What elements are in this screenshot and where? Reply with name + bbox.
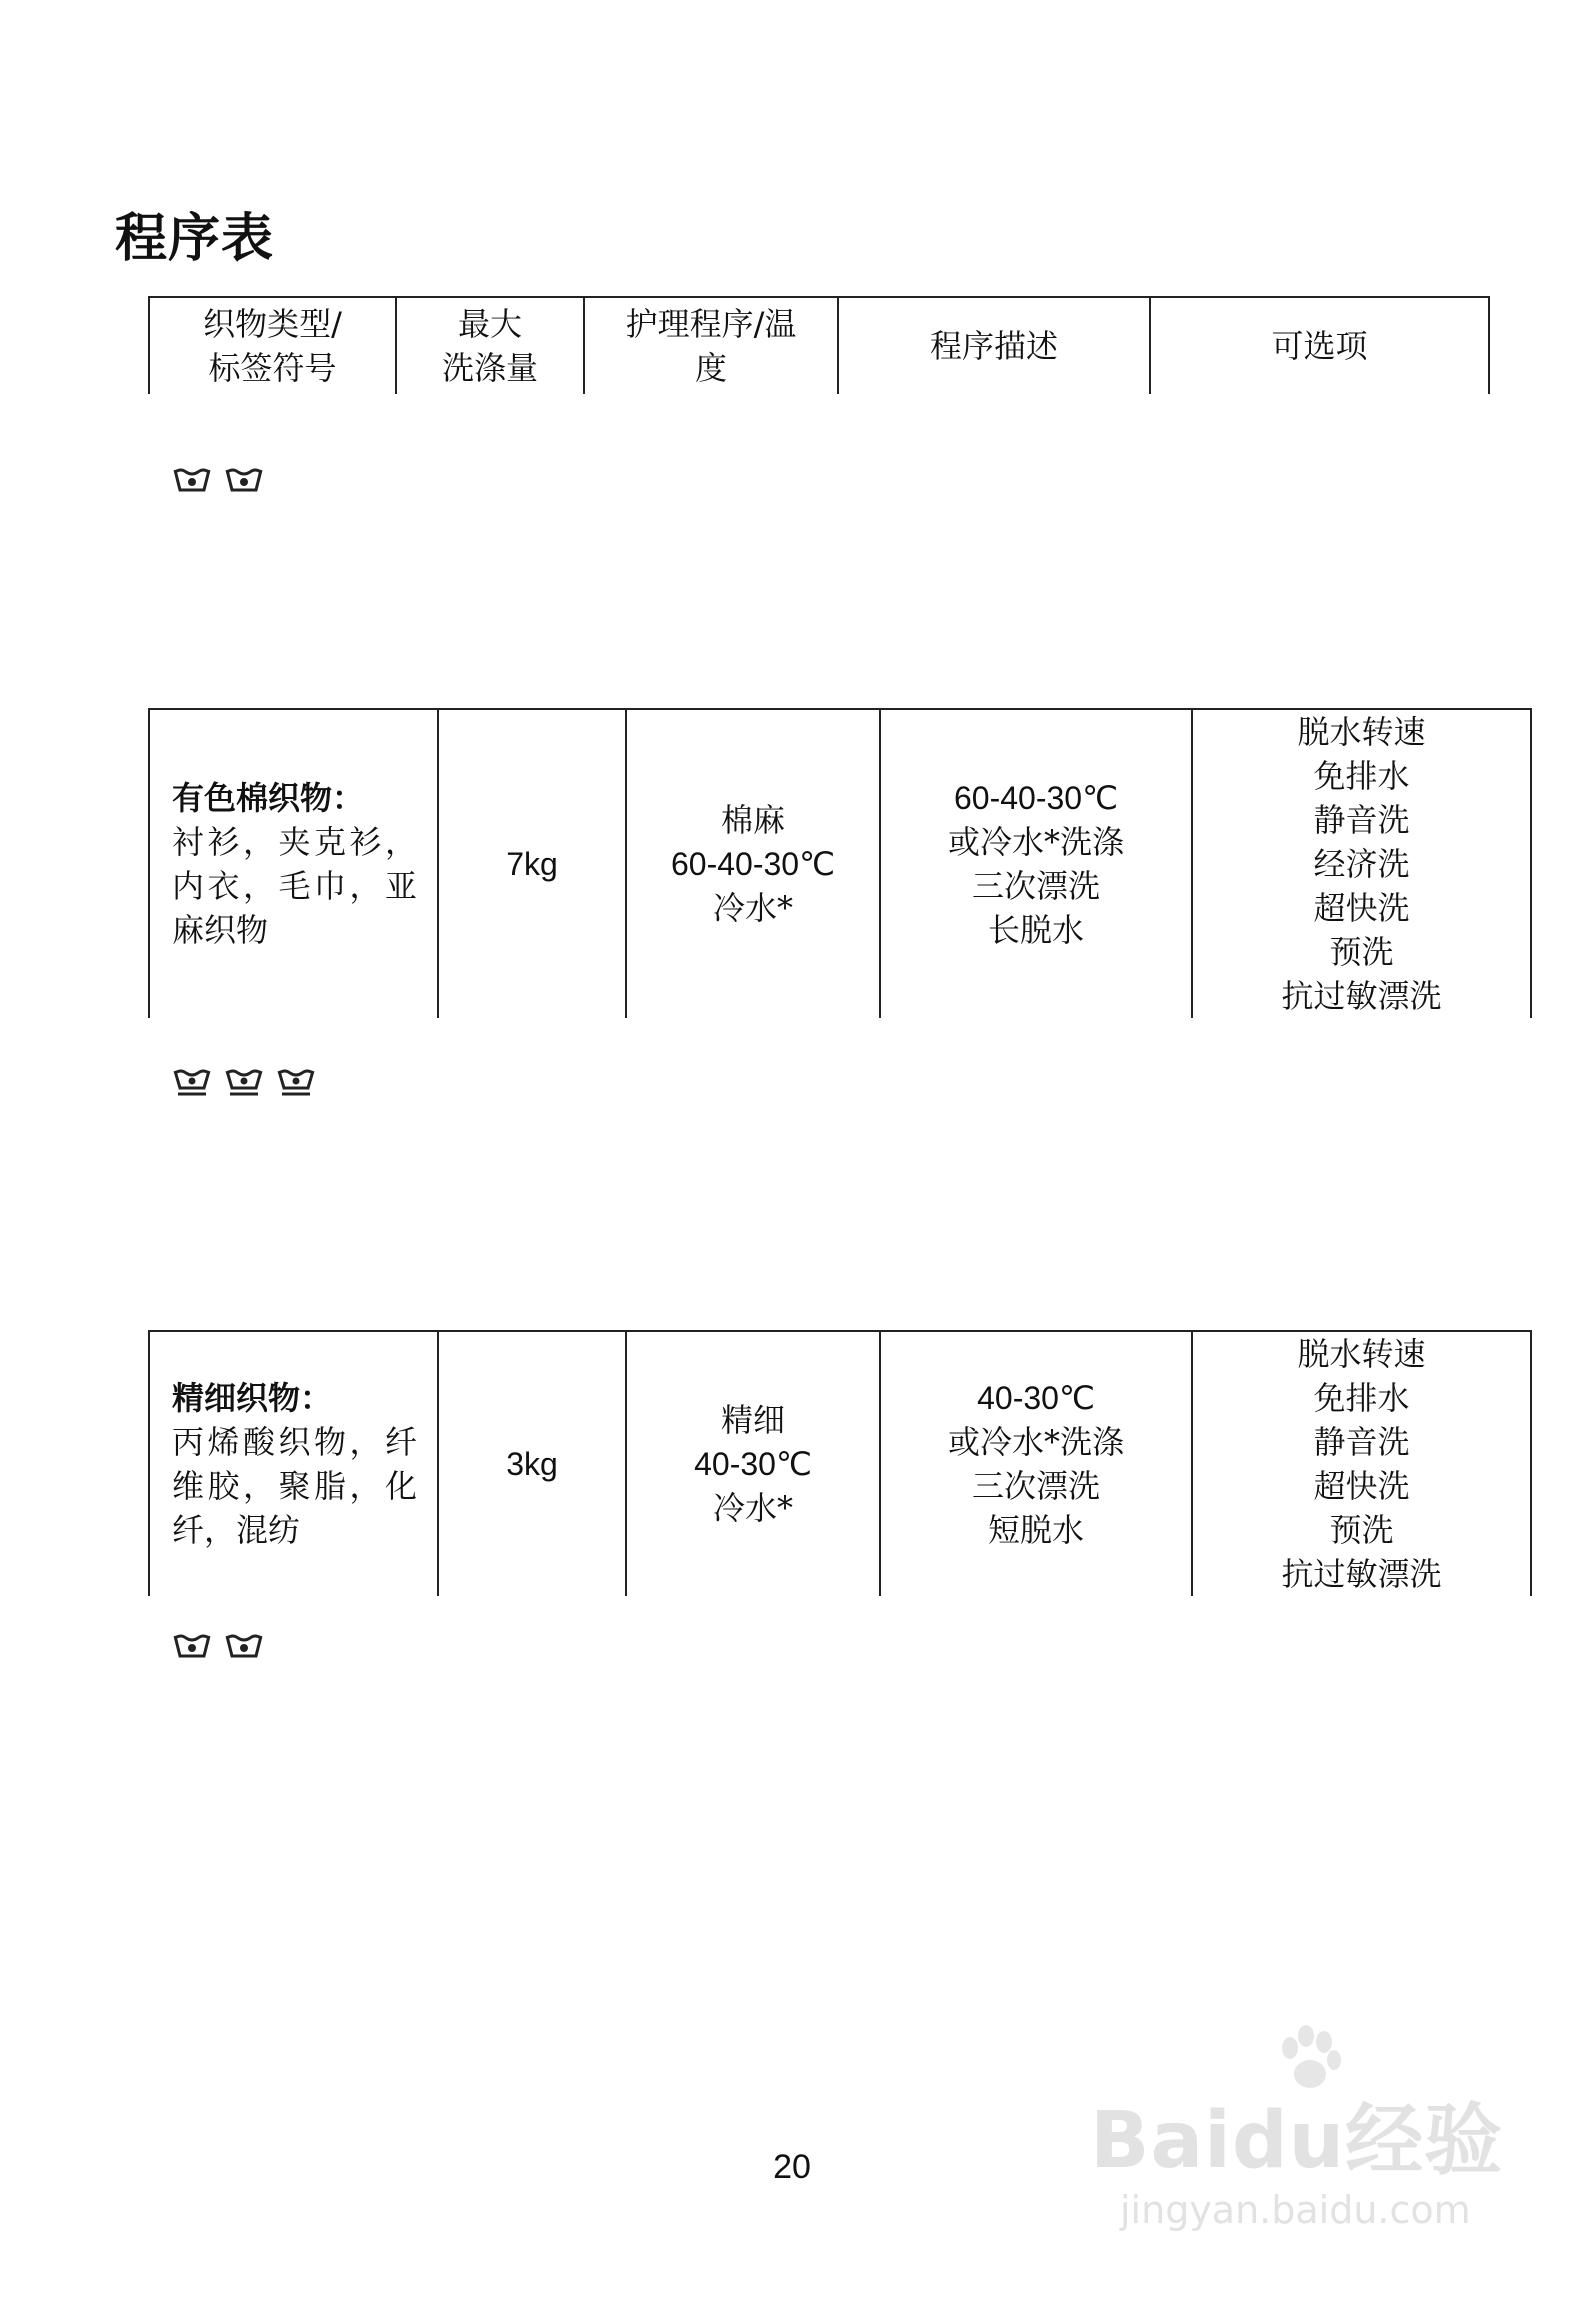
header-fabric-type [149,297,396,394]
description-cell [880,1331,1192,1596]
fabric-cell [149,1331,438,1596]
program-line: 棉麻 [720,801,785,839]
options-cell [1192,1331,1531,1596]
fabric-category: 精细织物： [172,1379,333,1417]
page-title: 程序表 [115,209,275,269]
wash-symbol-icon [224,466,264,494]
fabric-items: 衬衫，夹克衫，内衣，毛巾，亚麻织物 [172,823,417,949]
baidu-watermark [1090,2060,1510,2270]
watermark-brand: Baidu经验 [1090,2096,1504,2186]
header-care-line: 度 [694,349,727,387]
fabric-cell [149,709,438,1018]
option-item: 脱水转速 [1297,713,1426,751]
program-row-delicates [148,1330,1532,1596]
description-line: 60-40-30℃ [953,780,1119,816]
options-cell [1192,709,1531,1018]
wash-symbol-icon [172,1632,212,1660]
care-program-cell [626,709,880,1018]
option-item: 预洗 [1329,1511,1394,1549]
program-line: 冷水* [712,889,793,927]
wash-symbol-icon [172,466,212,494]
option-item: 预洗 [1329,933,1394,971]
care-program-cell [626,1331,880,1596]
header-care-program [584,297,838,394]
option-item: 免排水 [1313,1379,1410,1417]
header-description: 程序描述 [838,297,1150,394]
option-item: 抗过敏漂洗 [1281,977,1442,1015]
page-number: 20 [773,2148,811,2186]
care-symbol-group-1 [172,466,264,494]
header-max-load [396,297,584,394]
wash-symbol-icon [224,1632,264,1660]
program-line: 精细 [720,1401,785,1439]
description-line: 或冷水*洗涤 [947,823,1124,861]
header-fabric-line: 织物类型/ [203,305,342,343]
program-row-colored-cotton [148,708,1532,1018]
header-load-line: 洗涤量 [441,349,538,387]
program-table-header [148,296,1490,394]
max-load-value: 7kg [438,709,626,1018]
program-line: 冷水* [712,1489,793,1527]
header-fabric-line: 标签符号 [208,349,337,387]
description-line: 三次漂洗 [971,867,1100,905]
description-cell [880,709,1192,1018]
option-item: 脱水转速 [1297,1335,1426,1373]
option-item: 超快洗 [1313,889,1410,927]
wash-symbol-underline-icon [276,1068,316,1096]
max-load-value: 3kg [438,1331,626,1596]
fabric-category: 有色棉织物： [172,779,365,817]
header-care-line: 护理程序/温 [625,305,797,343]
description-line: 或冷水*洗涤 [947,1423,1124,1461]
watermark-url: jingyan.baidu.com [1120,2188,1471,2232]
header-options: 可选项 [1150,297,1489,394]
description-line: 短脱水 [987,1511,1084,1549]
description-line: 三次漂洗 [971,1467,1100,1505]
description-line: 长脱水 [987,911,1084,949]
care-symbol-group-3 [172,1632,264,1660]
program-line: 60-40-30℃ [670,846,836,882]
wash-symbol-underline-icon [224,1068,264,1096]
header-load-line: 最大 [457,305,522,343]
option-item: 抗过敏漂洗 [1281,1555,1442,1593]
wash-symbol-underline-icon [172,1068,212,1096]
program-line: 40-30℃ [694,1446,812,1482]
option-item: 超快洗 [1313,1467,1410,1505]
fabric-items: 丙烯酸织物，纤维胶，聚脂，化纤，混纺 [172,1423,417,1549]
option-item: 静音洗 [1313,801,1410,839]
option-item: 经济洗 [1313,845,1410,883]
care-symbol-group-2 [172,1068,316,1096]
option-item: 免排水 [1313,757,1410,795]
description-line: 40-30℃ [977,1380,1095,1416]
option-item: 静音洗 [1313,1423,1410,1461]
